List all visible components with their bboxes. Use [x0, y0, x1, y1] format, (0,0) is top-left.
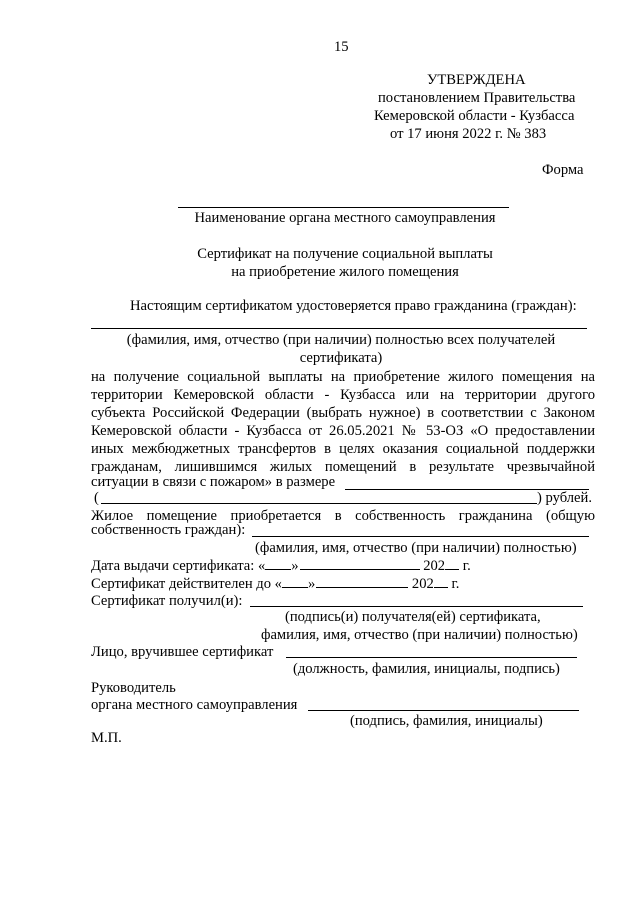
ownership-line-1: Жилое помещение приобретается в собственность гражданина (общую [91, 508, 595, 524]
body-line-5: иных межбюджетных трансфертов в целях оказания социальной поддержки [91, 441, 595, 457]
issue-date-row [91, 557, 471, 575]
head-label-1: Руководитель [91, 680, 176, 696]
head-signature-line[interactable] [308, 710, 579, 711]
body-line-4: Кемеровской области - Кузбасса от 26.05.2021 № 53-ОЗ «О предоставлении [91, 423, 595, 439]
recipients-caption-1: (фамилия, имя, отчество (при наличии) полностью всех получателей [126, 332, 556, 348]
ownership-line-2: собственность граждан): [91, 522, 246, 538]
body-line-3: субъекта Российской Федерации (выбрать нужное) в соответствии с Законом [91, 405, 595, 421]
head-caption: (подпись, фамилия, инициалы) [350, 713, 543, 729]
issuer-label: Лицо, вручившее сертификат [91, 644, 274, 660]
page-number: 15 [334, 39, 349, 55]
valid-until-label: Сертификат действителен до « [91, 576, 282, 592]
ownership-owners-line[interactable] [252, 536, 589, 537]
issue-date-label: Дата выдачи сертификата: « [91, 558, 266, 574]
certificate-title-line-2: на приобретение жилого помещения [231, 264, 459, 280]
approval-line-3: от 17 июня 2022 г. № 383 [390, 126, 547, 142]
valid-until-row [91, 575, 459, 593]
recipients-caption-2: сертификата) [299, 350, 383, 366]
issue-date-year-suffix: г. [459, 558, 471, 574]
authority-name-line[interactable] [178, 207, 509, 208]
issue-date-close-quote: » [291, 558, 299, 574]
approval-line-1: постановлением Правительства [378, 90, 576, 106]
ownership-caption: (фамилия, имя, отчество (при наличии) полностью) [255, 540, 577, 556]
amount-words-line[interactable] [101, 503, 537, 504]
intro-text: Настоящим сертификатом удостоверяется право гражданина (граждан): [130, 298, 577, 314]
issue-date-month-field[interactable] [300, 557, 420, 570]
valid-until-close-quote: » [307, 576, 316, 592]
issue-date-year-field[interactable] [445, 557, 459, 570]
body-line-6: гражданам, лишившимся жилых помещений в результате чрезвычайной [91, 459, 595, 475]
certificate-title-line-1: Сертификат на получение социальной выплаты [197, 246, 493, 262]
head-label-2: органа местного самоуправления [91, 697, 298, 713]
issuer-signature-line[interactable] [286, 657, 577, 658]
amount-words-close: ) рублей. [537, 490, 592, 506]
issuer-caption: (должность, фамилия, инициалы, подпись) [293, 661, 560, 677]
issue-date-year: 202 [423, 558, 446, 574]
approval-line-2: Кемеровской области - Кузбасса [374, 108, 575, 124]
recipients-line[interactable] [91, 328, 587, 329]
stamp-placeholder: М.П. [91, 730, 122, 746]
received-caption-2: фамилия, имя, отчество (при наличии) полностью) [261, 627, 578, 643]
issue-date-day-field[interactable] [265, 557, 291, 570]
body-line-1: на получение социальной выплаты на приобретение жилого помещения на [91, 369, 595, 385]
approval-title: УТВЕРЖДЕНА [427, 72, 526, 88]
form-label: Форма [542, 162, 584, 178]
authority-caption: Наименование органа местного самоуправления [194, 210, 496, 226]
received-label: Сертификат получил(и): [91, 593, 243, 609]
valid-until-year-suffix: г. [447, 576, 460, 592]
valid-until-month-field[interactable] [316, 575, 408, 588]
amount-words-open: ( [94, 490, 99, 506]
body-line-2: территории Кемеровской области - Кузбасса или на территории другого [91, 387, 595, 403]
valid-until-day-field[interactable] [282, 575, 308, 588]
received-signature-line[interactable] [250, 606, 583, 607]
valid-until-year-field[interactable] [434, 575, 448, 588]
amount-label: ситуации в связи с пожаром» в размере [91, 474, 336, 490]
valid-until-year: 202 [411, 576, 434, 592]
received-caption-1: (подпись(и) получателя(ей) сертификата, [285, 609, 541, 625]
